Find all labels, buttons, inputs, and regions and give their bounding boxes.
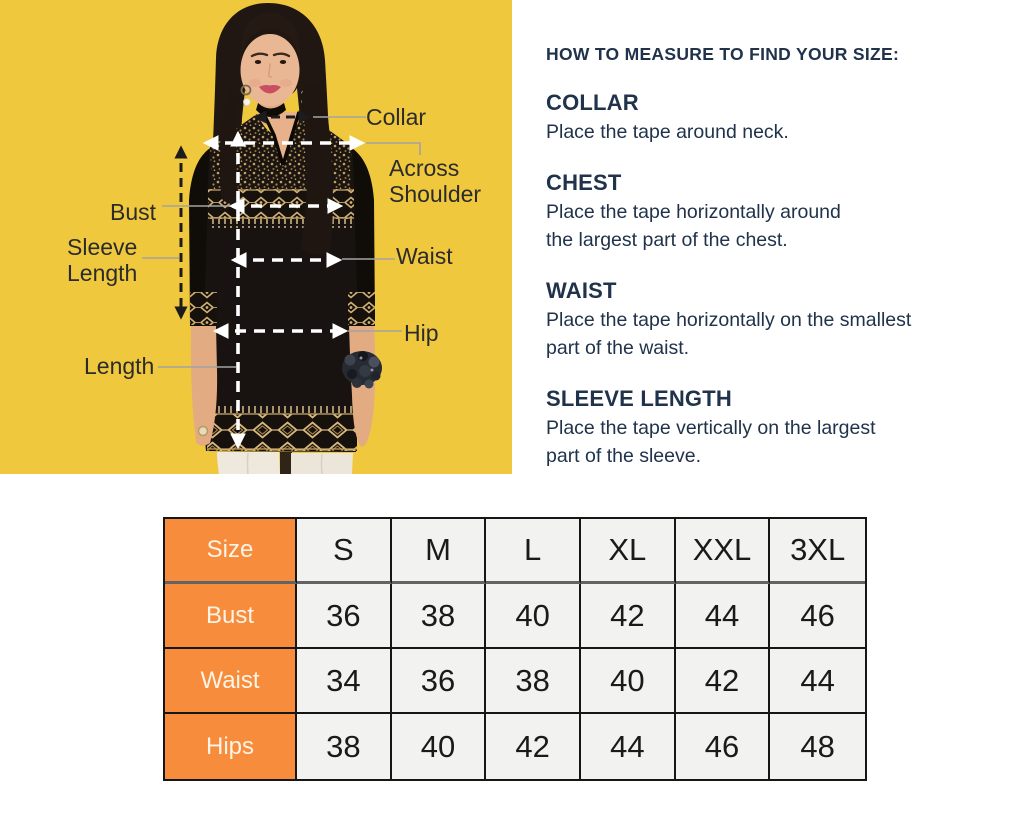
table-cell: 38	[486, 649, 581, 714]
table-cell: 42	[676, 649, 771, 714]
table-cell: 40	[581, 649, 676, 714]
table-header-xxl: XXL	[676, 519, 771, 584]
measure-instructions	[546, 42, 996, 494]
section-heading: WAIST	[546, 278, 617, 303]
table-cell: 40	[486, 584, 581, 649]
section-heading: SLEEVE LENGTH	[546, 386, 732, 411]
section-text-line: Place the tape horizontally on the smallest	[546, 309, 912, 331]
table-cell: 48	[770, 714, 865, 779]
table-cell: 38	[297, 714, 392, 779]
table-row-label-hips: Hips	[165, 714, 297, 779]
table-cell: 34	[297, 649, 392, 714]
section-text-line: Place the tape horizontally around	[546, 201, 841, 223]
length-diagram-label: Length	[84, 353, 155, 379]
table-header-s: S	[297, 519, 392, 584]
leggings	[217, 452, 353, 474]
table-cell: 36	[297, 584, 392, 649]
across-shoulder-diagram-label	[389, 155, 481, 207]
size-chart-table	[163, 517, 867, 781]
table-header-xl: XL	[581, 519, 676, 584]
table-cell: 42	[486, 714, 581, 779]
instruction-section-sleeve-length	[546, 386, 996, 470]
table-header-l: L	[486, 519, 581, 584]
table-cell: 36	[392, 649, 487, 714]
table-cell: 44	[676, 584, 771, 649]
instruction-section-chest	[546, 170, 996, 254]
table-cell: 44	[581, 714, 676, 779]
section-heading: COLLAR	[546, 90, 639, 115]
across-shoulder-line1: Across	[389, 155, 460, 181]
table-row-label-waist: Waist	[165, 649, 297, 714]
instruction-section-collar	[546, 90, 996, 146]
ring	[199, 427, 208, 436]
across-shoulder-line2: Shoulder	[389, 181, 482, 207]
bust-diagram-label: Bust	[110, 199, 157, 225]
table-cell: 38	[392, 584, 487, 649]
table-cell: 44	[770, 649, 865, 714]
model-photo-panel	[0, 0, 512, 474]
kurti-garment	[189, 103, 375, 452]
sleeve-length-line1: Sleeve	[67, 234, 138, 260]
table-cell: 46	[676, 714, 771, 779]
table-header-m: M	[392, 519, 487, 584]
table-header-3xl: 3XL	[770, 519, 865, 584]
table-header-size: Size	[165, 519, 297, 584]
hip-diagram-label: Hip	[404, 320, 439, 346]
section-text-line: the largest part of the chest.	[546, 229, 788, 251]
table-row-label-bust: Bust	[165, 584, 297, 649]
table-cell: 40	[392, 714, 487, 779]
instructions-title: HOW TO MEASURE TO FIND YOUR SIZE:	[546, 44, 900, 64]
table-cell: 42	[581, 584, 676, 649]
waist-diagram-label: Waist	[396, 243, 453, 269]
collar-diagram-label: Collar	[366, 104, 427, 130]
section-text-line: Place the tape vertically on the largest	[546, 417, 876, 439]
instruction-section-waist	[546, 278, 996, 362]
sleeve-length-line2: Length	[67, 260, 138, 286]
section-text-line: part of the sleeve.	[546, 445, 702, 467]
sleeve-length-diagram-label	[67, 234, 137, 286]
section-text-line: part of the waist.	[546, 337, 690, 359]
section-heading: CHEST	[546, 170, 622, 195]
section-text-line: Place the tape around neck.	[546, 121, 789, 143]
table-cell: 46	[770, 584, 865, 649]
